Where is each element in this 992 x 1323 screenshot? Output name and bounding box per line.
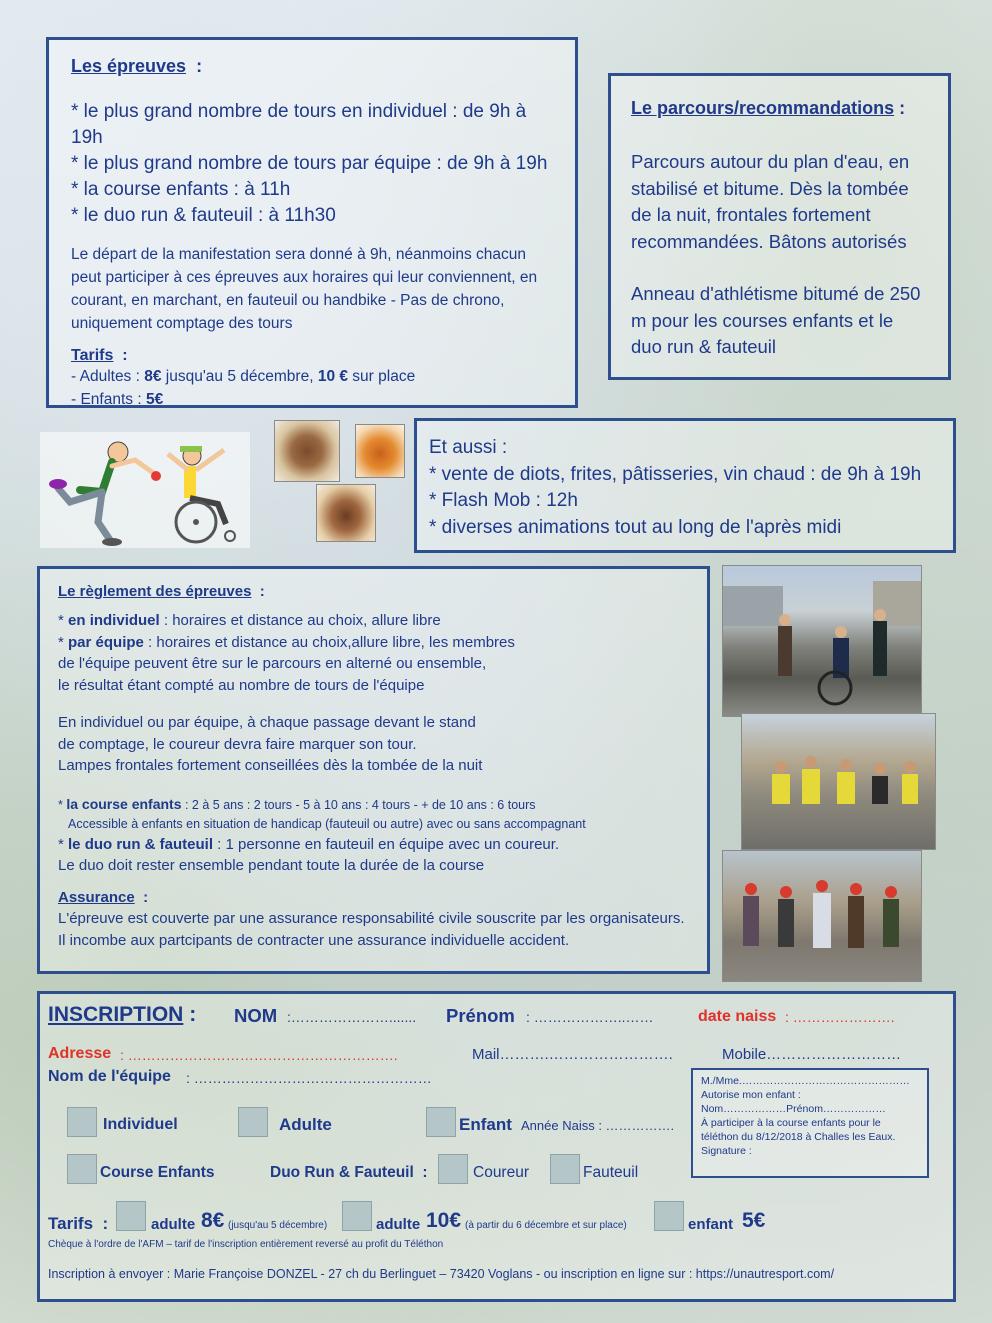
price-10: 10€ [426,1209,462,1232]
epreuve-line: * le plus grand nombre de tours par équipe : de 9h à 19h [71,153,548,174]
parcours-box [608,73,951,380]
aussi-line: * vente de diots, frites, pâtisseries, vin chaud : de 9h à 19h [429,463,922,485]
epreuves-box [46,37,578,408]
rule-passage-2: de comptage, le coureur devra faire marquer son tour. [58,735,417,753]
note-10: (à partir du 6 décembre et sur place) [465,1220,627,1231]
tarifs-label: Tarifs : [48,1214,109,1233]
autorisation-line: Signature : [701,1145,752,1157]
date-naiss-label: date naiss [698,1008,777,1025]
reglement-box [37,566,710,974]
et-aussi-box [414,418,956,553]
autorisation-line: Nom………………Prénom……………… [701,1103,886,1115]
envoi-note: Inscription à envoyer : Marie Françoise DONZEL - 27 ch du Berlinguet – 73420 Voglans - ou inscription en ligne sur : https://unautresport.com/ [48,1267,835,1281]
adresse-field[interactable]: : …………………………………………………. [120,1047,398,1063]
prenom-label: Prénom [446,1005,515,1026]
adulte-8-label: adulte [151,1216,196,1233]
depart-paragraph: Le départ de la manifestation sera donné à 9h, néanmoins chacun peut participer à ces épreuves aux horaires qui leur conviennent, en courant, en marchant, en fauteuil ou handbike - Pas de chrono, uniquement comptage des tours [71,246,538,332]
inscription-box [37,991,956,1302]
tarif-adultes: - Adultes : 8€ jusqu'au 5 décembre, 10 € sur place [71,368,416,385]
rule-enfants: * la course enfants : 2 à 5 ans : 2 tours - 5 à 10 ans : 4 tours - + de 10 ans : 6 tours [58,795,536,812]
event-photo-1 [722,565,922,717]
rule-equipe: * par équipe : horaires et distance au choix,allure libre, les membres [58,633,515,651]
rule-individuel: * en individuel : horaires et distance au choix, allure libre [58,612,441,629]
epreuve-line: * le plus grand nombre de tours en individuel : de 9h à 19h [71,101,527,148]
note-8: (jusqu'au 5 décembre) [228,1220,328,1231]
autorisation-parentale-box [691,1068,929,1178]
rule-equipe-2: de l'équipe peuvent être sur le parcours en alterné ou ensemble, [58,655,487,672]
parcours-text: Parcours autour du plan d'eau, en stabilisé et bitume. Dès la tombée de la nuit, frontales fortement recommandées. Bâtons autorisés [631,151,910,252]
individuel-label: Individuel [103,1116,178,1133]
course-enfants-checkbox[interactable] [67,1154,97,1184]
rule-passage-1: En individuel ou par équipe, à chaque passage devant le stand [58,714,476,731]
autorisation-line: Autorise mon enfant : [701,1089,801,1101]
autorisation-line: À participer à la course enfants pour le [701,1117,881,1129]
coureur-label: Coureur [473,1164,529,1181]
fauteuil-checkbox[interactable] [550,1154,580,1184]
enfant-checkbox[interactable] [426,1107,456,1137]
aussi-line: Et aussi : [429,437,508,458]
nom-label: NOM [234,1005,278,1026]
tarifs-title: Tarifs : [71,347,128,364]
epreuve-line: * le duo run & fauteuil : à 11h30 [71,205,336,226]
mail-field[interactable]: Mail……….……………………. [472,1046,673,1063]
prenom-field[interactable]: : ………………..…… [526,1009,654,1025]
aussi-line: * diverses animations tout au long de l'après midi [429,516,842,538]
autorisation-line: téléthon du 8/12/2018 à Challes les Eaux. [701,1131,896,1143]
rule-equipe-3: le résultat étant compté au nombre de tours de l'équipe [58,676,425,694]
epreuves-title: Les épreuves : [71,56,203,76]
fauteuil-label: Fauteuil [583,1164,639,1181]
runner-wheelchair-clipart [40,432,250,548]
food-photo-diots [274,420,340,482]
tarif-enfant-checkbox[interactable] [654,1201,684,1231]
food-photo-sandwich [316,484,376,542]
enfant-label: Enfant [459,1115,512,1134]
equipe-label: Nom de l'équipe [48,1068,171,1085]
cheque-note: Chèque à l'ordre de l'AFM – tarif de l'inscription entièrement reversé au profit du Téléthon [48,1239,444,1250]
tarif-adulte-8-checkbox[interactable] [116,1201,146,1231]
date-naiss-field[interactable]: : …………………. [785,1009,895,1025]
price-8: 8€ [201,1209,225,1232]
tarif-adulte-10-checkbox[interactable] [342,1201,372,1231]
rule-duo: * le duo run & fauteuil : 1 personne en fauteuil en équipe avec un coureur. [58,835,560,853]
duo-label: Duo Run & Fauteuil : [270,1164,428,1181]
mobile-field[interactable]: Mobile……………………… [722,1046,902,1063]
autorisation-line: M./Mme.………………………………………… [701,1075,910,1087]
annee-naiss-field[interactable]: Année Naiss : ……………. [521,1118,675,1133]
event-photo-3 [722,850,922,982]
nom-field[interactable]: :…………………....... [287,1009,417,1025]
adulte-checkbox[interactable] [238,1107,268,1137]
parcours-title: Le parcours/recommandations : [631,98,906,118]
reglement-title: Le règlement des épreuves : [58,583,265,600]
rule-passage-3: Lampes frontales fortement conseillées dès la tombée de la nuit [58,757,483,774]
adulte-label: Adulte [279,1115,332,1134]
price-5: 5€ [742,1209,766,1232]
adulte-10-label: adulte [376,1216,421,1233]
coureur-checkbox[interactable] [438,1154,468,1184]
tarif-enfants: - Enfants : 5€ [71,391,164,408]
individuel-checkbox[interactable] [67,1107,97,1137]
equipe-field[interactable]: : …………………………………………… [186,1070,432,1086]
food-photo-vin-chaud [355,424,405,478]
inscription-title: INSCRIPTION : [48,1003,197,1026]
assurance-2: Il incombe aux partcipants de contracter une assurance individuelle accident. [58,931,570,949]
anneau-text: Anneau d'athlétisme bitumé de 250 m pour les courses enfants et le duo run & fauteuil [631,283,921,357]
course-enfants-label: Course Enfants [100,1164,215,1181]
assurance-title: Assurance : [58,888,149,906]
event-photo-2 [741,713,936,850]
enfant-tarif-label: enfant [688,1216,733,1233]
epreuve-line: * la course enfants : à 11h [71,179,291,200]
adresse-label: Adresse [48,1045,112,1062]
assurance-1: L'épreuve est couverte par une assurance responsabilité civile souscrite par les organisateurs. [58,910,685,927]
rule-duo-2: Le duo doit rester ensemble pendant toute la durée de la course [58,857,485,874]
rule-enfants-2: Accessible à enfants en situation de handicap (fauteuil ou autre) avec ou sans accompagnant [68,816,586,831]
aussi-line: * Flash Mob : 12h [429,490,578,511]
